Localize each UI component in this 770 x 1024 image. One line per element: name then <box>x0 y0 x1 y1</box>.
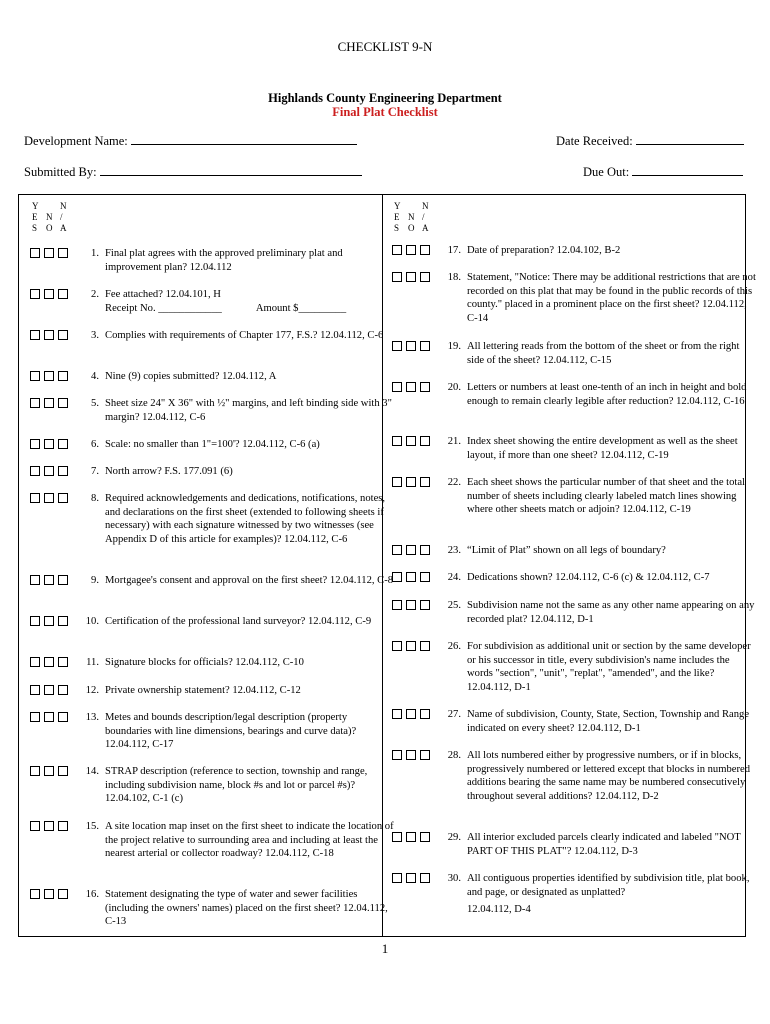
na-checkbox[interactable] <box>420 382 430 392</box>
page-number: 1 <box>381 941 389 956</box>
no-checkbox[interactable] <box>44 398 54 408</box>
no-checkbox[interactable] <box>44 889 54 899</box>
na-checkbox[interactable] <box>420 873 430 883</box>
due-out-label: Due Out: <box>583 165 630 179</box>
submitted-by-field[interactable] <box>24 164 362 180</box>
na-checkbox[interactable] <box>58 685 68 695</box>
na-checkbox[interactable] <box>58 371 68 381</box>
na-checkbox[interactable] <box>420 545 430 555</box>
no-checkbox[interactable] <box>44 289 54 299</box>
receipt-number-label[interactable]: Receipt No. ____________ <box>105 302 222 314</box>
na-checkbox[interactable] <box>58 398 68 408</box>
no-checkbox[interactable] <box>44 575 54 585</box>
yes-checkbox[interactable] <box>392 873 402 883</box>
na-checkbox[interactable] <box>420 245 430 255</box>
na-checkbox[interactable] <box>58 248 68 258</box>
no-checkbox[interactable] <box>406 572 416 582</box>
no-checkbox[interactable] <box>406 709 416 719</box>
no-checkbox[interactable] <box>44 712 54 722</box>
no-checkbox[interactable] <box>406 245 416 255</box>
development-name-label: Development Name: <box>24 134 128 148</box>
no-checkbox[interactable] <box>406 832 416 842</box>
na-checkbox[interactable] <box>420 750 430 760</box>
yes-checkbox[interactable] <box>30 371 40 381</box>
yes-checkbox[interactable] <box>392 341 402 351</box>
yn-header-right: Y N E N / S O A <box>394 201 429 233</box>
no-checkbox[interactable] <box>406 477 416 487</box>
no-checkbox[interactable] <box>44 371 54 381</box>
yes-checkbox[interactable] <box>30 616 40 626</box>
submitted-by-line[interactable] <box>100 164 362 176</box>
page-title: Final Plat Checklist <box>332 105 438 119</box>
yn-header-left: Y N E N / S O A <box>32 201 67 233</box>
no-checkbox[interactable] <box>44 466 54 476</box>
na-checkbox[interactable] <box>58 712 68 722</box>
na-checkbox[interactable] <box>420 477 430 487</box>
no-checkbox[interactable] <box>44 685 54 695</box>
no-checkbox[interactable] <box>406 545 416 555</box>
no-checkbox[interactable] <box>44 821 54 831</box>
no-checkbox[interactable] <box>44 616 54 626</box>
due-out-line[interactable] <box>632 164 743 176</box>
na-checkbox[interactable] <box>420 600 430 610</box>
yes-checkbox[interactable] <box>392 750 402 760</box>
date-received-field[interactable] <box>556 133 744 149</box>
checklist-id: CHECKLIST 9-N <box>337 39 433 54</box>
no-checkbox[interactable] <box>406 873 416 883</box>
na-checkbox[interactable] <box>420 641 430 651</box>
na-checkbox[interactable] <box>58 289 68 299</box>
yes-checkbox[interactable] <box>30 821 40 831</box>
yes-checkbox[interactable] <box>392 272 402 282</box>
due-out-field[interactable] <box>583 164 743 180</box>
yes-checkbox[interactable] <box>392 245 402 255</box>
no-checkbox[interactable] <box>44 248 54 258</box>
yes-checkbox[interactable] <box>30 330 40 340</box>
yes-checkbox[interactable] <box>30 575 40 585</box>
na-checkbox[interactable] <box>58 889 68 899</box>
no-checkbox[interactable] <box>44 493 54 503</box>
yes-checkbox[interactable] <box>30 493 40 503</box>
yes-checkbox[interactable] <box>30 248 40 258</box>
na-checkbox[interactable] <box>420 436 430 446</box>
development-name-line[interactable] <box>131 133 357 145</box>
no-checkbox[interactable] <box>44 657 54 667</box>
yes-checkbox[interactable] <box>392 436 402 446</box>
yes-checkbox[interactable] <box>392 572 402 582</box>
yes-checkbox[interactable] <box>392 600 402 610</box>
na-checkbox[interactable] <box>58 575 68 585</box>
na-checkbox[interactable] <box>420 572 430 582</box>
yes-checkbox[interactable] <box>30 889 40 899</box>
no-checkbox[interactable] <box>44 439 54 449</box>
yes-checkbox[interactable] <box>30 466 40 476</box>
yes-checkbox[interactable] <box>30 712 40 722</box>
no-checkbox[interactable] <box>406 436 416 446</box>
na-checkbox[interactable] <box>420 341 430 351</box>
yes-checkbox[interactable] <box>392 545 402 555</box>
yes-checkbox[interactable] <box>30 685 40 695</box>
yes-checkbox[interactable] <box>30 657 40 667</box>
na-checkbox[interactable] <box>420 272 430 282</box>
yes-checkbox[interactable] <box>30 766 40 776</box>
no-checkbox[interactable] <box>406 750 416 760</box>
department-name: Highlands County Engineering Department <box>268 91 502 105</box>
yes-checkbox[interactable] <box>30 289 40 299</box>
na-checkbox[interactable] <box>58 439 68 449</box>
yes-checkbox[interactable] <box>30 398 40 408</box>
development-name-field[interactable] <box>24 133 357 149</box>
na-checkbox[interactable] <box>420 709 430 719</box>
no-checkbox[interactable] <box>406 382 416 392</box>
no-checkbox[interactable] <box>406 341 416 351</box>
na-checkbox[interactable] <box>58 330 68 340</box>
na-checkbox[interactable] <box>58 657 68 667</box>
no-checkbox[interactable] <box>44 766 54 776</box>
na-checkbox[interactable] <box>58 466 68 476</box>
na-checkbox[interactable] <box>58 493 68 503</box>
yes-checkbox[interactable] <box>392 709 402 719</box>
amount-label[interactable]: Amount $_________ <box>255 302 347 314</box>
date-received-line[interactable] <box>636 133 744 145</box>
no-checkbox[interactable] <box>44 330 54 340</box>
yes-checkbox[interactable] <box>30 439 40 449</box>
na-checkbox[interactable] <box>420 832 430 842</box>
yes-checkbox[interactable] <box>392 832 402 842</box>
yes-checkbox[interactable] <box>392 477 402 487</box>
na-checkbox[interactable] <box>58 766 68 776</box>
no-checkbox[interactable] <box>406 600 416 610</box>
yes-checkbox[interactable] <box>392 382 402 392</box>
na-checkbox[interactable] <box>58 616 68 626</box>
date-received-label: Date Received: <box>556 134 633 148</box>
na-checkbox[interactable] <box>58 821 68 831</box>
submitted-by-label: Submitted By: <box>24 165 97 179</box>
yes-checkbox[interactable] <box>392 641 402 651</box>
no-checkbox[interactable] <box>406 272 416 282</box>
no-checkbox[interactable] <box>406 641 416 651</box>
